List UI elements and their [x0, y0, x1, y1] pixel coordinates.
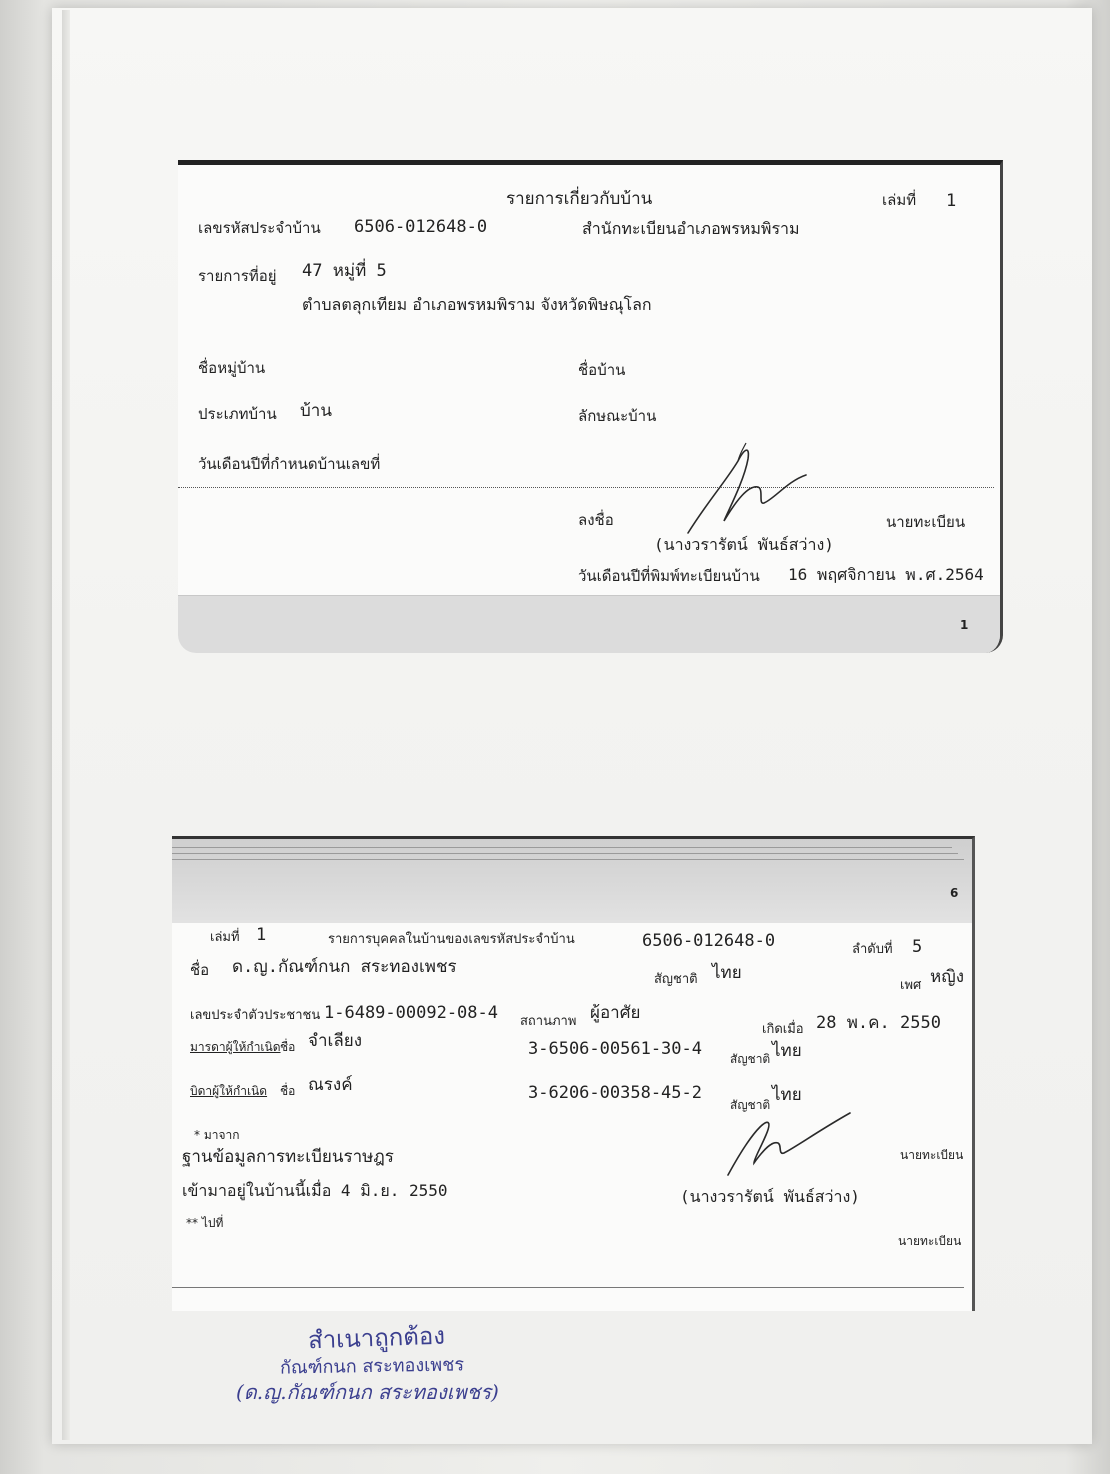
- house-code-value: 6506-012648-0: [642, 931, 776, 951]
- page-stack-line: [172, 853, 958, 854]
- print-date-value: 16 พฤศจิกายน พ.ศ.2564: [788, 565, 984, 584]
- registrar-title-1: นายทะเบียน: [900, 1148, 964, 1162]
- book-label: เล่มที่: [882, 191, 917, 209]
- id-value: 1-6489-00092-08-4: [324, 1003, 498, 1023]
- address-label: รายการที่อยู่: [198, 267, 277, 285]
- name-value: ด.ญ.กัณฑ์กนก สระทองเพชร: [232, 957, 457, 977]
- house-type-label: ประเภทบ้าน: [198, 405, 277, 423]
- card-title: รายการเกี่ยวกับบ้าน: [506, 189, 653, 209]
- date-assigned-label: วันเดือนปีที่กำหนดบ้านเลขที่: [198, 455, 381, 473]
- moved-in-value: เข้ามาอยู่ในบ้านนี้เมื่อ 4 มิ.ย. 2550: [182, 1181, 448, 1200]
- mother-name-label: ชื่อ: [280, 1040, 296, 1054]
- status-label: สถานภาพ: [520, 1014, 577, 1029]
- father-name-label: ชื่อ: [280, 1084, 296, 1098]
- order-value: 5: [912, 937, 923, 957]
- sign-label: ลงชื่อ: [578, 511, 614, 529]
- father-label: บิดาผู้ให้กำเนิด: [190, 1084, 268, 1098]
- status-value: ผู้อาศัย: [590, 1003, 641, 1023]
- father-nationality: ไทย: [772, 1085, 802, 1105]
- card-footer-band: [178, 595, 1000, 653]
- signature-image: [678, 441, 818, 541]
- house-code-value: 6506-012648-0: [354, 217, 488, 237]
- address-line2: ตำบลตลุกเทียม อำเภอพรหมพิราม จังหวัดพิษณุโลก: [302, 295, 652, 314]
- father-name: ณรงค์: [308, 1075, 353, 1095]
- paper-fold-edge: [62, 10, 70, 1440]
- book-value: 1: [256, 925, 267, 945]
- card-header-band: [172, 839, 972, 923]
- mother-id: 3-6506-00561-30-4: [528, 1039, 702, 1059]
- handwritten-line-3: (ด.ญ.กัณฑ์กนก สระทองเพชร): [236, 1380, 499, 1404]
- from-value: ฐานข้อมูลการทะเบียนราษฎร: [182, 1147, 394, 1167]
- nationality-value: ไทย: [712, 963, 742, 983]
- registrar-office: สำนักทะเบียนอำเภอพรหมพิราม: [582, 219, 800, 238]
- person-details-card: [172, 836, 975, 1311]
- to-label: ** ไปที่: [186, 1216, 224, 1230]
- order-label: ลำดับที่: [852, 942, 893, 957]
- mother-nationality-label: สัญชาติ: [730, 1052, 771, 1066]
- registrar-title: นายทะเบียน: [886, 513, 966, 531]
- mother-name: จำเลียง: [308, 1031, 362, 1051]
- birth-label: เกิดเมื่อ: [762, 1022, 804, 1037]
- dotted-divider: [178, 487, 994, 488]
- father-nationality-label: สัญชาติ: [730, 1098, 771, 1112]
- sex-label: เพศ: [900, 978, 922, 993]
- page-stack-line: [172, 847, 952, 848]
- handwritten-line-2: กัณฑ์กนก สระทองเพชร: [279, 1354, 465, 1379]
- print-date-label: วันเดือนปีที่พิมพ์ทะเบียนบ้าน: [578, 567, 760, 585]
- handwritten-line-1: สำเนาถูกต้อง: [307, 1321, 446, 1355]
- id-label: เลขประจำตัวประชาชน: [190, 1008, 321, 1023]
- signature-image: [720, 1098, 860, 1181]
- village-label: ชื่อหมู่บ้าน: [198, 359, 266, 377]
- sex-value: หญิง: [930, 967, 964, 987]
- mother-label: มารดาผู้ให้กำเนิด: [190, 1040, 281, 1054]
- name-label: ชื่อ: [190, 961, 210, 979]
- card-bottom-line: [172, 1287, 964, 1288]
- house-name-label: ชื่อบ้าน: [578, 361, 626, 379]
- house-code-label: เลขรหัสประจำบ้าน: [198, 219, 321, 237]
- birth-value: 28 พ.ค. 2550: [816, 1013, 941, 1033]
- father-id: 3-6206-00358-45-2: [528, 1083, 702, 1103]
- registrar-name: (นางวรารัตน์ พันธ์สว่าง): [680, 1187, 860, 1206]
- nationality-label: สัญชาติ: [654, 972, 698, 987]
- page-stack-line: [172, 859, 964, 860]
- registrar-name: (นางวรารัตน์ พันธ์สว่าง): [654, 535, 834, 554]
- book-value: 1: [946, 191, 957, 211]
- house-feature-label: ลักษณะบ้าน: [578, 407, 657, 425]
- from-label: * มาจาก: [194, 1128, 240, 1142]
- house-type-value: บ้าน: [300, 401, 332, 421]
- mother-nationality: ไทย: [772, 1041, 802, 1061]
- book-label: เล่มที่: [210, 930, 240, 945]
- house-details-card: [178, 160, 1003, 653]
- page-number: 6: [950, 886, 959, 900]
- page-number: 1: [960, 618, 969, 632]
- persons-label: รายการบุคคลในบ้านของเลขรหัสประจำบ้าน: [328, 932, 575, 947]
- address-line1: 47 หมู่ที่ 5: [302, 261, 387, 281]
- handwritten-certification: [236, 1321, 656, 1416]
- registrar-title-2: นายทะเบียน: [898, 1234, 962, 1248]
